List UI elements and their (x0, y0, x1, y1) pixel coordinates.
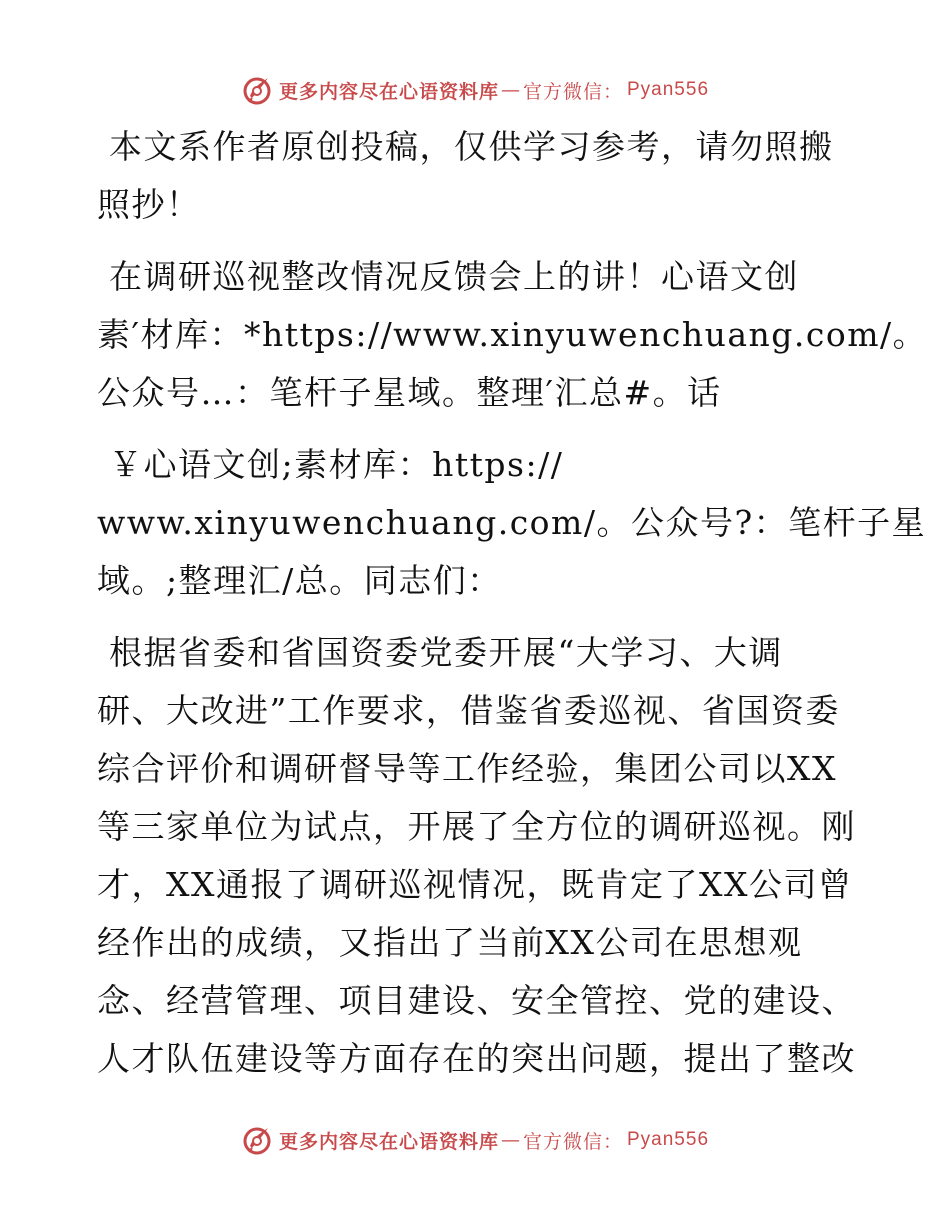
watermark-separator: — (500, 79, 521, 101)
watermark-separator: — (500, 1129, 521, 1151)
paragraph-body (97, 624, 857, 1088)
watermark-text (279, 1127, 709, 1154)
text-line: 素′材库：*https://www.xinyuwenchuang.com/。 (97, 315, 928, 354)
text-line: 在调研巡视整改情况反馈会上的讲！心语文创 (109, 257, 799, 296)
text-line: 等三家单位为试点，开展了全方位的调研巡视。刚 (97, 807, 856, 846)
text-line: www.xinyuwenchuang.com/。公众号?：笔杆子星 (97, 503, 927, 542)
text-line: 综合评价和调研督导等工作经验，集团公司以XX (97, 749, 837, 788)
paragraph-disclaimer (97, 118, 857, 234)
watermark-account: Pyan556 (627, 79, 710, 100)
text-line: 才，XX通报了调研巡视情况，既肯定了XX公司曾 (97, 865, 853, 904)
text-line: ￥心语文创;素材库：https:// (109, 445, 564, 484)
watermark-text (279, 77, 709, 104)
footer-watermark (0, 1120, 950, 1160)
text-line: 研、大改进”工作要求，借鉴省委巡视、省国资委 (97, 691, 840, 730)
quill-swirl-logo-icon (241, 74, 273, 106)
text-line: 照抄！ (97, 185, 201, 224)
text-line: 人才队伍建设等方面存在的突出问题，提出了整改 (97, 1039, 856, 1078)
paragraph-greeting (97, 436, 927, 610)
text-line: 域。;整理汇/总。同志们： (97, 561, 502, 600)
document-body (97, 118, 928, 1102)
watermark-account: Pyan556 (627, 1129, 710, 1150)
header-watermark (0, 70, 950, 110)
paragraph-title (97, 248, 928, 422)
text-line: 经作出的成绩，又指出了当前XX公司在思想观 (97, 923, 803, 962)
watermark-sub: 官方微信： (522, 80, 623, 103)
watermark-sub: 官方微信： (522, 1130, 623, 1153)
text-line: 公众号…：笔杆子星域。整理′汇总#。话 (97, 373, 722, 412)
text-line: 念、经营管理、项目建设、安全管控、党的建设、 (97, 981, 856, 1020)
watermark-main: 更多内容尽在心语资料库 (278, 1130, 499, 1153)
watermark-main: 更多内容尽在心语资料库 (278, 80, 499, 103)
text-line: 根据省委和省国资委党委开展“大学习、大调 (109, 633, 783, 672)
quill-swirl-logo-icon (241, 1124, 273, 1156)
text-line: 本文系作者原创投稿，仅供学习参考，请勿照搬 (109, 127, 834, 166)
